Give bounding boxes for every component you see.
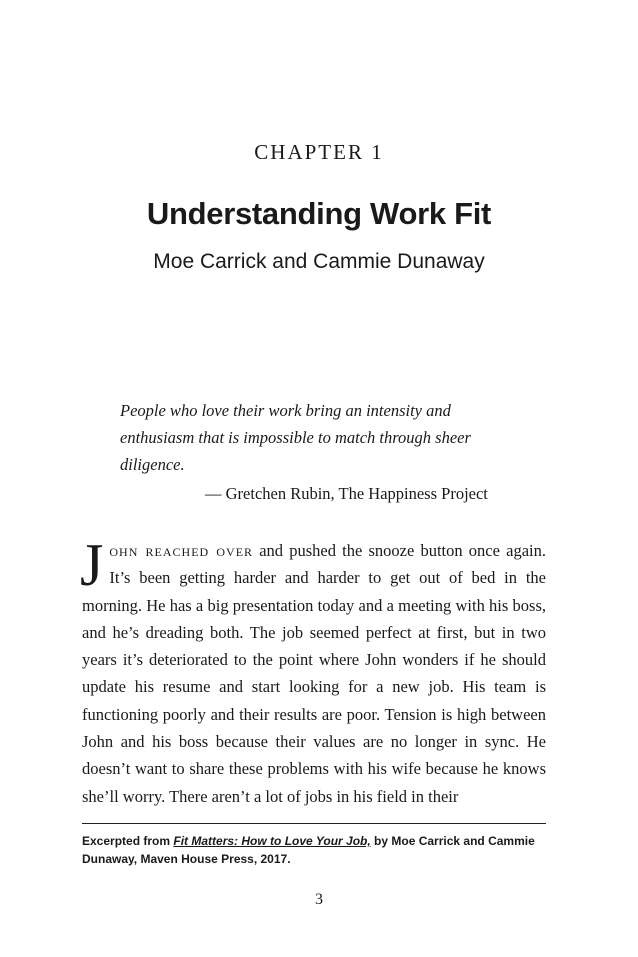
body-paragraph (80, 532, 546, 810)
drop-cap: J (80, 532, 104, 598)
lead-in: ohn reached over (109, 541, 254, 560)
epigraph-quote: People who love their work bring an intensity and enthusiasm that is impossible to match through sheer diligence. (120, 401, 471, 474)
footnote-suffix: by Moe Carrick and Cammie Dunaway, Maven House Press, 2017. (82, 834, 535, 866)
footnote-book-title: Fit Matters: How to Love Your Job, (173, 834, 371, 848)
footnote-prefix: Excerpted from (82, 834, 174, 848)
footnote (82, 832, 546, 868)
body-text: and pushed the snooze button once again. It’s been getting harder and harder to get out of bed in the morning. He has a big presentation today and a meeting with his boss, and he’s dreading both. The job seemed perfect at first, but in two years it’s deteriorated to the point where John wonders if he should update his resume and start looking for a new job. His team is functioning poorly and their results are poor. Tension is high between John and his boss because their values are no longer in sync. He doesn’t want to share these problems with his wife because he knows she’ll worry. There aren’t a lot of jobs in his field in their (82, 541, 546, 806)
chapter-title: Understanding Work Fit (146, 196, 492, 231)
chapter-authors: Moe Carrick and Cammie Dunaway (153, 250, 485, 273)
page-number: 3 (315, 891, 323, 908)
footnote-divider (82, 823, 546, 824)
epigraph-attribution: — Gretchen Rubin, The Happiness Project (205, 484, 488, 503)
chapter-label: CHAPTER 1 (254, 140, 384, 164)
